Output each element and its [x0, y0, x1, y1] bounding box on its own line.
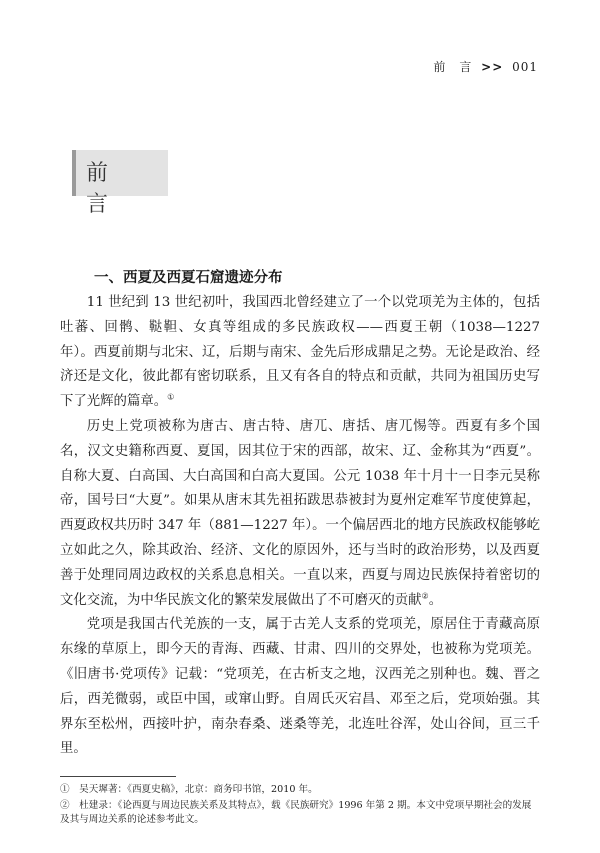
section-heading: 一、西夏及西夏石窟遗迹分布 [94, 270, 283, 286]
title-accent-bar [72, 150, 76, 196]
paragraph: 党项是我国古代羌族的一支，属于古羌人支系的党项羌，原居住于青藏高原东缘的草原上，即今天的青海、西藏、甘肃、四川的交界处，也被称为党项羌。《旧唐书·党项传》记载：“党项羌，在古析支之地，汉西羌之别种也。魏、晋之后，西羌微弱，或臣中国，或窜山野。自周氏灭宕昌、邓至之后，党项始强。其界东至松州，西接叶护，南杂春桑、迷桑等羌，北连吐谷浑，处山谷间，亘三千里。 [60, 617, 540, 757]
running-header [433, 58, 538, 75]
body-text [60, 291, 540, 762]
footnote: ① 吴天墀著：《西夏史稿》，北京：商务印书馆，2010 年。 [60, 784, 318, 795]
footnote-marker: ① [167, 392, 175, 402]
paragraph: 历史上党项被称为唐古、唐古特、唐兀、唐括、唐兀惕等。西夏有多个国名，汉文史籍称西夏、夏国，因其位于宋的西部，故宋、辽、金称其为“西夏”。自称大夏、白高国、大白高国和白高大夏国。公元 1038 年十月十一日李元昊称帝，国号曰“大夏”。如果从唐末其先祖拓跋思恭被封为夏州定难军节度使算起，西夏政权共历时 347 年（881—1227 年）。一个偏居西北的地方民族政权能够屹立如此之久，除其政治、经济、文化的原因外，还与当时的政治形势，以及西夏善于处理同周边政权的关系息息相关。一直以来，西夏与周边民族保持着密切的文化交流，为中华民族文化的繁荣发展做出了不可磨灭的贡献②。 [60, 418, 540, 608]
footnote-marker: ② [421, 591, 429, 601]
paragraph: 11 世纪到 13 世纪初叶，我国西北曾经建立了一个以党项羌为主体的，包括吐蕃、回鹘、鞑靼、女真等组成的多民族政权——西夏王朝（1038—1227 年）。西夏前期与北宋、辽，后期与南宋、金先后形成鼎足之势。无论是政治、经济还是文化，彼此都有密切联系，且又有各自的特点和贡献，共同为祖国历史写下了光辉的篇章。① [60, 295, 540, 410]
footnote: ② 杜建录：《论西夏与周边民族关系及其特点》，载《民族研究》1996 年第 2 期。本文中党项早期社会的发展及其与周边关系的论述参考此文。 [60, 800, 532, 825]
footnote-divider [60, 776, 176, 777]
header-page-number: 001 [512, 60, 538, 74]
header-section-title: 前 言 [433, 60, 473, 74]
header-separator: >> [481, 60, 504, 74]
chapter-title: 前 言 [86, 161, 159, 217]
chapter-title-box [72, 150, 168, 217]
